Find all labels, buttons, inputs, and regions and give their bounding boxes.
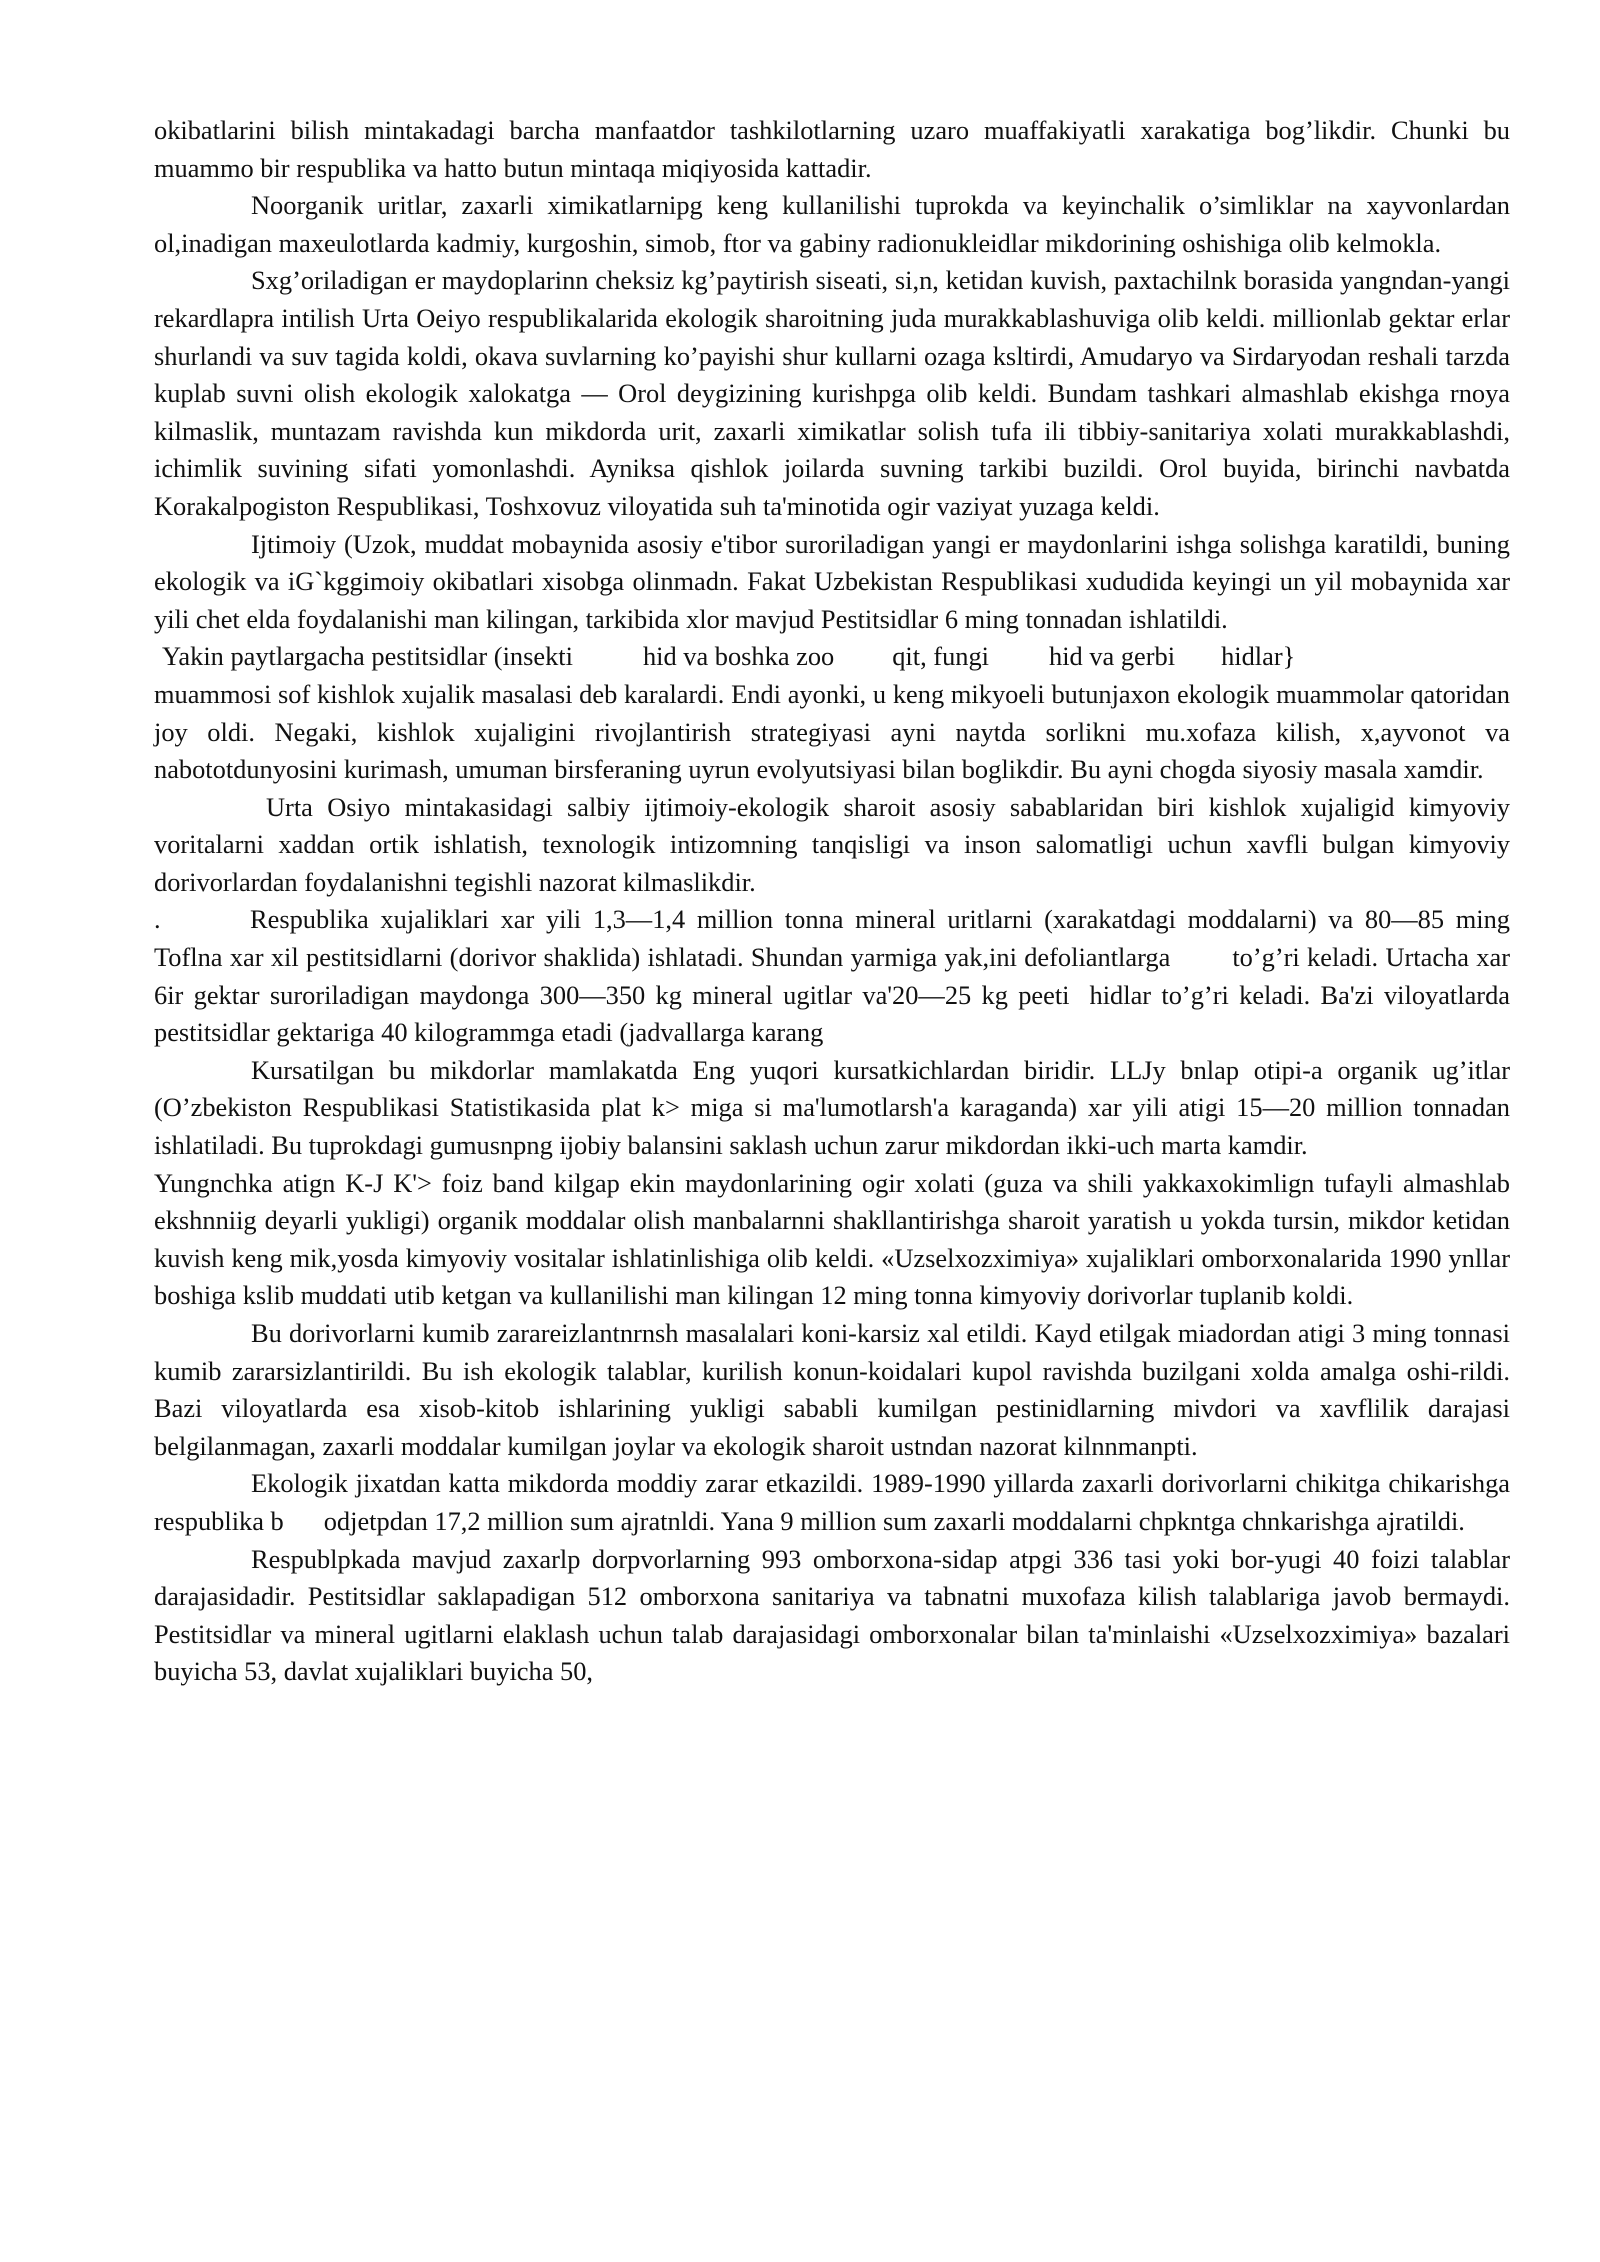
paragraph-11-part-b: odjetpdan 17,2 million sum ajratnldi. Yana 9 million sum zaxarli moddalarni chpkntga chnkarishga ajratildi. [323, 1505, 1465, 1536]
paragraph-5-part-a: Yakin paytlargacha pestitsidlar (insekti [162, 641, 573, 672]
paragraph-4: Ijtimoiy (Uzok, muddat mobaynida asosiy e'tibor suroriladigan yangi er maydonlarini ishga solishga karatildi, buning ekologik va iG`kggimoiy okibatlari xisobga olinmadn. Fakat Uzbekistan Respublikasi xududida keyingi un yil mobaynida xar yili chet elda foydalanishi man kilingan, tarkibida xlor mavjud Pestitsidlar 6 ming tonnadan ishlatildi. [154, 528, 1510, 634]
document-page [154, 112, 1510, 1691]
paragraph-3: Sxg’oriladigan er maydoplarinn cheksiz kg’paytirish siseati, si,n, ketidan kuvish, paxtachilnk borasida yangndan-yangi rekardlapra intilish Urta Oeiyo respublikalarida ekologik sharoitning juda murakkablashuviga olib keldi. millionlab gektar erlar shurlandi va suv tagida koldi, okava suvlarning ko’payishi shur kullarni ozaga ksltirdi, Amudaryo va Sirdaryodan reshali tarzda kuplab suvni olish ekologik xalokatga — Orol deygizining kurishpga olib keldi. Bundam tashkari almashlab ekishga rnoya kilmaslik, muntazam ravishda kun mikdorda urit, zaxarli ximikatlar solish tufa ili tibbiy-sanitariya xolati murakkablashdi, ichimlik suvining sifati yomonlashdi. Ayniksa qishlok joilarda suvning tarkibi buzildi. Orol buyida, birinchi navbatda Korakalpogiston Respublikasi, Toshxovuz viloyatida suh ta'minotida ogir vaziyat yuzaga keldi. [154, 265, 1510, 521]
paragraph-5-part-c: qit, fungi [892, 641, 989, 672]
paragraph-2: Noorganik uritlar, zaxarli ximikatlarnipg keng kullanilishi tuprokda va keyinchalik o’simliklar na xayvonlardan ol,inadigan maxeulotlarda kadmiy, kurgoshin, simob, ftor va gabiny radionukleidlar mikdorining oshishiga olib kelmokla. [154, 190, 1510, 258]
paragraph-1: okibatlarini bilish mintakadagi barcha manfaatdor tashkilotlarning uzaro muaffakiyatli xarakatiga bog’likdir. Chunki bu muammo bir respublika va hatto butun mintaqa miqiyosida kattadir. [154, 115, 1510, 183]
paragraph-5-part-e: hidlar} [1221, 641, 1296, 672]
paragraph-12: Respublpkada mavjud zaxarlp dorpvorlarning 993 omborxona-sidap atpgi 336 tasi yoki bor-yugi 40 foizi talablar darajasidadir. Pestitsidlar saklapadigan 512 omborxona sanitariya va tabnatni muxofaza kilish talablariga javob bermaydi. Pestitsidlar va mineral ugitlarni elaklash uchun talab darajasidagi omborxonalar bilan ta'minlaishi «Uzselxozximiya» bazalari buyicha 53, davlat xujaliklari buyicha 50, [154, 1543, 1510, 1687]
paragraph-7-lead: . [154, 904, 161, 935]
paragraph-8: Kursatilgan bu mikdorlar mamlakatda Eng yuqori kursatkichlardan biridir. LLJy bnlap otipi-a organik ug’itlar (O’zbekiston Respublikasi Statistikasida plat k> miga si ma'lumotlarsh'a karaganda) xar yili atigi 15—20 million tonnadan ishlatiladi. Bu tuprokdagi gumusnpng ijobiy balansini saklash uchun zarur mikdordan ikki-uch marta kamdir. [154, 1054, 1510, 1161]
paragraph-7-part-b: to’g’ri keladi. Urtacha xar 6ir gektar suroriladigan maydonga 300—350 kg mineral ugitlar va'20—25 kg peeti [154, 942, 1510, 1010]
paragraph-5 [154, 638, 1510, 788]
paragraph-5-rest: muammosi sof kishlok xujalik masalasi deb karalardi. Endi ayonki, u keng mikyoeli butunjaxon ekologik muammolar qatoridan joy oldi. Negaki, kishlok xujaligini rivojlantirish strategiyasi ayni naytda sorlikni mu.xofaza kilish, x,ayvonot va nabototdunyosini kurimash, umuman birsferaning uyrun evolyutsiyasi bilan boglikdir. Bu ayni chogda siyosiy masala xamdir. [154, 678, 1510, 785]
paragraph-7-part-a: Respublika xujaliklari xar yili 1,3—1,4 million tonna mineral uritlarni (xarakatdagi moddalarni) va 80—85 ming Toflna xar xil pestitsidlarni (dorivor shaklida) ishlatadi. Shundan yarmiga yak,ini defoliantlarga [154, 904, 1510, 973]
paragraph-9: Yungnchka atign K-J K'> foiz band kilgap ekin maydonlarining ogir xolati (guza va shili yakkaxokimlign tufayli almashlab ekshnniig deyarli yukligi) organik moddalar olish manbalarnni shakllantirishga sharoit yaratish u yokda tursin, mikdor ketidan kuvish keng mik,yosda kimyoviy vositalar ishlatinlishiga olib keldi. «Uzselxozximiya» xujaliklari omborxonalarida 1990 ynllar boshiga kslib muddati utib ketgan va kullanilishi man kilingan 12 ming tonna kimyoviy dorivorlar tuplanib koldi. [154, 1167, 1510, 1311]
paragraph-11-part-a: Ekologik jixatdan katta mikdorda moddiy zarar etkazildi. 1989-1990 yillarda zaxarli dorivorlarni chikitga chikarishga respublika b [154, 1468, 1510, 1536]
paragraph-10: Bu dorivorlarni kumib zarareizlantnrnsh masalalari koni-karsiz xal etildi. Kayd etilgak miadordan atigi 3 ming tonnasi kumib zararsizlantirildi. Bu ish ekologik talablar, kurilish konun-koidalari kupol ravishda buzilgani xolda amalga oshi-rildi. Bazi viloyatlarda esa xisob-kitob ishlarining yukligi sababli kumilgan pestinidlarning mivdori va xavflilik darajasi belgilanmagan, zaxarli moddalar kumilgan joylar va ekologik sharoit ustndan nazorat kilnnmanpti. [154, 1318, 1510, 1461]
paragraph-7-part-c: hidlar to’g’ri keladi. Ba'zi viloyatlarda pestitsidlar gektariga 40 kilogrammga etadi (jadvallarga karang [154, 979, 1510, 1048]
paragraph-11 [154, 1465, 1510, 1540]
paragraph-7 [154, 901, 1510, 1051]
paragraph-6: Urta Osiyo mintakasidagi salbiy ijtimoiy-ekologik sharoit asosiy sabablaridan biri kishlok xujaligid kimyoviy voritalarni xaddan ortik ishlatish, texnologik intizomning tanqisligi va inson salomatligi uchun xavfli bulgan kimyoviy dorivorlardan foydalanishni tegishli nazorat kilmaslikdir. [154, 791, 1510, 897]
paragraph-5-part-b: hid va boshka zoo [642, 641, 835, 672]
paragraph-5-part-d: hid va gerbi [1049, 641, 1176, 672]
